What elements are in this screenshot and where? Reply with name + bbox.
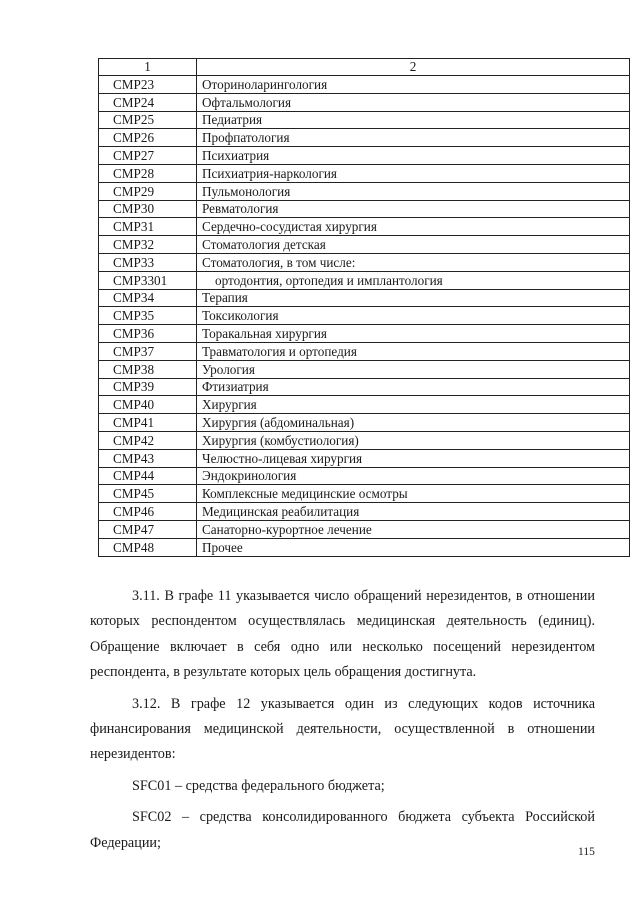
row-name: Урология	[197, 360, 630, 378]
row-code: СМР34	[99, 289, 197, 307]
row-code: СМР31	[99, 218, 197, 236]
row-name: Санаторно-курортное лечение	[197, 520, 630, 538]
row-code: СМР30	[99, 200, 197, 218]
row-code: СМР38	[99, 360, 197, 378]
row-name: Челюстно-лицевая хирургия	[197, 449, 630, 467]
row-code: СМР24	[99, 93, 197, 111]
row-code: СМР33	[99, 253, 197, 271]
row-code: СМР43	[99, 449, 197, 467]
row-name: Прочее	[197, 538, 630, 556]
row-code: СМР32	[99, 236, 197, 254]
codes-table	[98, 58, 630, 557]
row-code: СМР46	[99, 503, 197, 521]
row-code: СМР29	[99, 182, 197, 200]
table-row	[99, 538, 630, 556]
column-header-2: 2	[197, 59, 630, 76]
row-name: Торакальная хирургия	[197, 325, 630, 343]
row-code: СМР28	[99, 164, 197, 182]
row-name: Стоматология детская	[197, 236, 630, 254]
table-row	[99, 396, 630, 414]
paragraph-3-11: 3.11. В графе 11 указывается число обращений нерезидентов, в отношении которых респондентом осуществлялась медицинская деятельность (единиц). Обращение включает в себя одно или несколько посещений нерезидентом респондента, в результате которых цель обращения достигнута.	[90, 588, 595, 681]
paragraph-3-12: 3.12. В графе 12 указывается один из следующих кодов источника финансирования медицинской деятельности, осуществленной в отношении нерезидентов:	[90, 695, 595, 763]
page-number: 115	[578, 846, 595, 858]
table-row	[99, 289, 630, 307]
table-row	[99, 414, 630, 432]
row-name: Ревматология	[197, 200, 630, 218]
row-name: Хирургия (абдоминальная)	[197, 414, 630, 432]
row-code: СМР26	[99, 129, 197, 147]
table-row	[99, 218, 630, 236]
table-row	[99, 467, 630, 485]
row-code: СМР47	[99, 520, 197, 538]
table-row	[99, 271, 630, 289]
table-row	[99, 325, 630, 343]
table-row	[99, 236, 630, 254]
row-name: Токсикология	[197, 307, 630, 325]
table-row	[99, 360, 630, 378]
table-row	[99, 111, 630, 129]
table-row	[99, 520, 630, 538]
table-row	[99, 342, 630, 360]
row-name: Пульмонология	[197, 182, 630, 200]
table-row	[99, 503, 630, 521]
body-text	[90, 584, 595, 856]
row-code: СМР27	[99, 147, 197, 165]
table-row	[99, 200, 630, 218]
row-code: СМР36	[99, 325, 197, 343]
row-name: Медицинская реабилитация	[197, 503, 630, 521]
row-code: СМР37	[99, 342, 197, 360]
table-row	[99, 147, 630, 165]
row-code: СМР44	[99, 467, 197, 485]
table-row	[99, 378, 630, 396]
table-row	[99, 431, 630, 449]
row-name: Стоматология, в том числе:	[197, 253, 630, 271]
table-row	[99, 76, 630, 94]
table-row	[99, 449, 630, 467]
row-name: Фтизиатрия	[197, 378, 630, 396]
row-name: Психиатрия-наркология	[197, 164, 630, 182]
table-row	[99, 93, 630, 111]
table-row	[99, 485, 630, 503]
table-row	[99, 164, 630, 182]
table-row	[99, 307, 630, 325]
row-code: СМР45	[99, 485, 197, 503]
row-name: Сердечно-сосудистая хирургия	[197, 218, 630, 236]
row-name: Комплексные медицинские осмотры	[197, 485, 630, 503]
table-row	[99, 129, 630, 147]
row-name: Оториноларингология	[197, 76, 630, 94]
row-name: Офтальмология	[197, 93, 630, 111]
row-name: Психиатрия	[197, 147, 630, 165]
row-name: Педиатрия	[197, 111, 630, 129]
row-code: СМР42	[99, 431, 197, 449]
row-name: ортодонтия, ортопедия и имплантология	[197, 271, 630, 289]
row-code: СМР41	[99, 414, 197, 432]
row-code: СМР3301	[99, 271, 197, 289]
list-item-sfc01: SFC01 – средства федерального бюджета;	[132, 777, 385, 794]
row-code: СМР39	[99, 378, 197, 396]
list-item-sfc02: SFC02 – средства консолидированного бюджета субъекта Российской Федерации;	[90, 809, 595, 851]
row-code: СМР25	[99, 111, 197, 129]
row-code: СМР40	[99, 396, 197, 414]
table-header-row	[99, 59, 630, 76]
row-name: Травматология и ортопедия	[197, 342, 630, 360]
row-code: СМР23	[99, 76, 197, 94]
row-code: СМР48	[99, 538, 197, 556]
row-name: Хирургия (комбустиология)	[197, 431, 630, 449]
table-row	[99, 253, 630, 271]
table-row	[99, 182, 630, 200]
row-code: СМР35	[99, 307, 197, 325]
row-name: Хирургия	[197, 396, 630, 414]
row-name: Терапия	[197, 289, 630, 307]
column-header-1: 1	[99, 59, 197, 76]
row-name: Профпатология	[197, 129, 630, 147]
row-name: Эндокринология	[197, 467, 630, 485]
